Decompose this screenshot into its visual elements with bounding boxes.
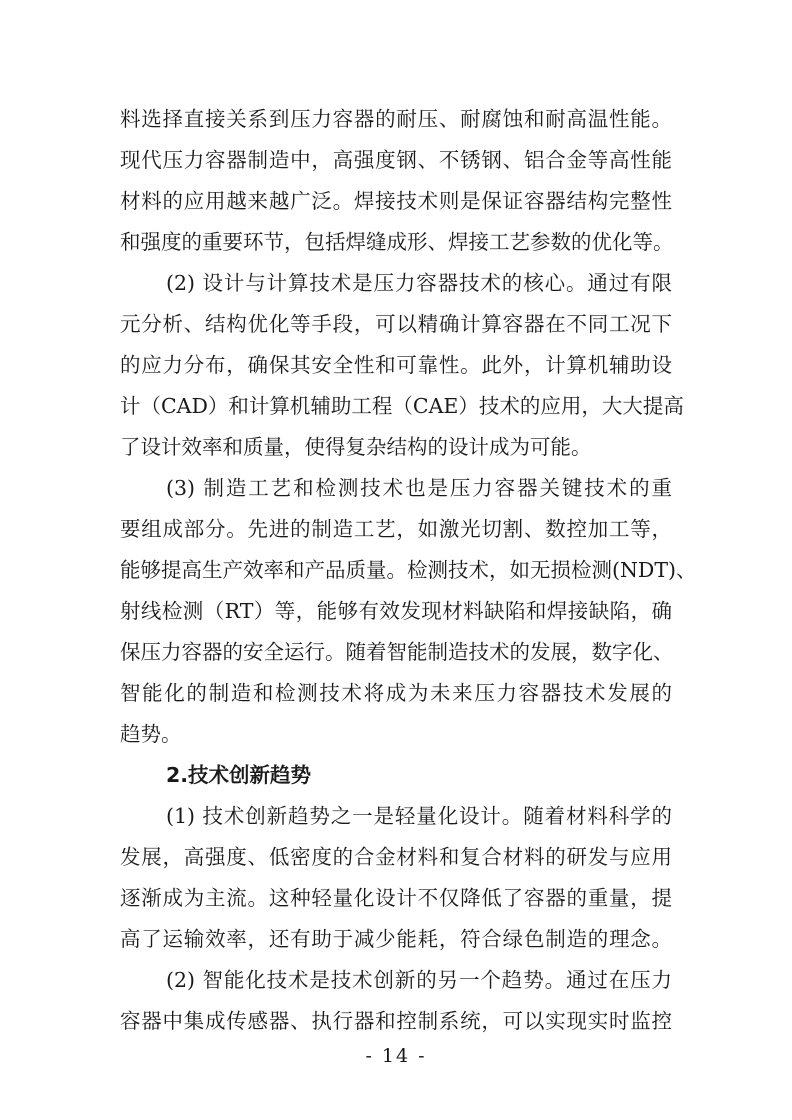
body-text-line: 料选择直接关系到压力容器的耐压、耐腐蚀和耐高温性能。: [120, 107, 672, 131]
body-text-line: 要组成部分。先进的制造工艺，如激光切割、数控加工等，: [120, 517, 672, 541]
body-text-line: 高了运输效率，还有助于减少能耗，符合绿色制造的理念。: [120, 927, 672, 951]
body-text-line: 了设计效率和质量，使得复杂结构的设计成为可能。: [120, 435, 592, 459]
body-text-line: 射线检测（RT）等，能够有效发现材料缺陷和焊接缺陷，确: [120, 599, 672, 623]
section-heading: 2.技术创新趋势: [166, 763, 312, 787]
body-text-line: 保压力容器的安全运行。随着智能制造技术的发展，数字化、: [120, 640, 674, 664]
page-number: - 14 -: [365, 1045, 427, 1067]
body-text-line: 智能化的制造和检测技术将成为未来压力容器技术发展的: [120, 681, 672, 705]
paragraph-start-line: (2) 设计与计算技术是压力容器技术的核心。通过有限: [166, 271, 672, 295]
body-text-line: 现代压力容器制造中，高强度钢、不锈钢、铝合金等高性能: [120, 148, 672, 172]
body-text-line: 的应力分布，确保其安全性和可靠性。此外，计算机辅助设: [120, 353, 672, 377]
body-text-line: 计（CAD）和计算机辅助工程（CAE）技术的应用，大大提高: [120, 394, 684, 418]
body-text-line: 趋势。: [120, 722, 182, 746]
paragraph-start-line: (3) 制造工艺和检测技术也是压力容器关键技术的重: [166, 476, 672, 500]
body-text-line: 元分析、结构优化等手段，可以精确计算容器在不同工况下: [120, 312, 672, 336]
body-text-line: 容器中集成传感器、执行器和控制系统，可以实现实时监控: [120, 1009, 672, 1033]
paragraph-start-line: (1) 技术创新趋势之一是轻量化设计。随着材料科学的: [166, 804, 672, 828]
paragraph-start-line: (2) 智能化技术是技术创新的另一个趋势。通过在压力: [166, 968, 672, 992]
body-text-line: 材料的应用越来越广泛。焊接技术则是保证容器结构完整性: [120, 189, 672, 213]
body-text-line: 逐渐成为主流。这种轻量化设计不仅降低了容器的重量，提: [120, 886, 672, 910]
body-text-line: 和强度的重要环节，包括焊缝成形、焊接工艺参数的优化等。: [120, 230, 674, 254]
body-text-line: 能够提高生产效率和产品质量。检测技术，如无损检测(NDT)、: [120, 558, 697, 582]
body-text-line: 发展，高强度、低密度的合金材料和复合材料的研发与应用: [120, 845, 672, 869]
